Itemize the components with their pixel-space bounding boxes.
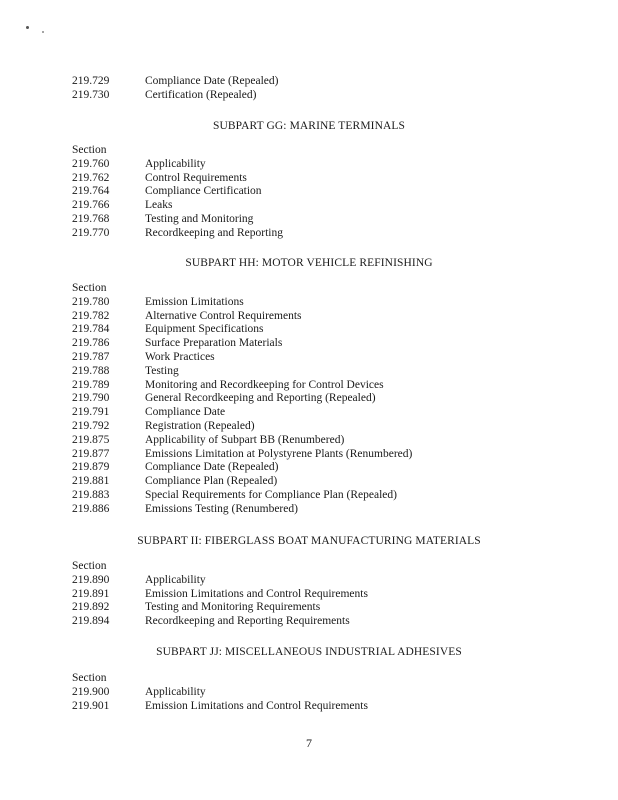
section-entry [72,686,572,700]
section-title: General Recordkeeping and Reporting (Repealed) [145,392,376,405]
section-entry [72,75,572,89]
section-number: 219.892 [72,601,110,614]
section-entry [72,379,572,393]
section-entry [72,475,572,489]
section-entry [72,310,572,324]
subpart-gg-heading: SUBPART GG: MARINE TERMINALS [213,120,405,132]
section-number: 219.877 [72,447,110,460]
page-number: 7 [306,736,312,750]
section-entry [72,434,572,448]
top-entries [72,75,572,103]
section-number: 219.883 [72,488,110,501]
section-title: Special Requirements for Compliance Plan (Repealed) [145,488,397,501]
section-entry [72,601,572,615]
section-entry [72,700,572,714]
section-title: Applicability [145,685,206,698]
section-entry [72,323,572,337]
scan-speck [26,26,29,29]
section-entry [72,199,572,213]
section-number: 219.891 [72,587,110,600]
subpart-jj-heading: SUBPART JJ: MISCELLANEOUS INDUSTRIAL ADHESIVES [156,646,462,658]
section-title: Testing and Monitoring Requirements [145,601,321,614]
section-number: 219.768 [72,212,110,225]
section-entry [72,296,572,310]
section-entry [72,158,572,172]
section-entry [72,337,572,351]
section-number: 219.770 [72,226,110,239]
section-entry [72,392,572,406]
section-number: 219.791 [72,406,110,419]
section-entry [72,406,572,420]
section-label: Section [72,144,107,156]
section-number: 219.788 [72,364,110,377]
section-title: Emission Limitations and Control Requirements [145,587,368,600]
section-number: 219.730 [72,88,110,101]
section-number: 219.784 [72,323,110,336]
section-number: 219.760 [72,157,110,170]
section-label: Section [72,560,107,572]
section-title: Compliance Date [145,406,226,419]
section-number: 219.881 [72,475,110,488]
section-number: 219.792 [72,419,110,432]
section-number: 219.764 [72,185,110,198]
section-entry [72,227,572,241]
section-label: Section [72,282,107,294]
section-number: 219.894 [72,615,110,628]
section-entry [72,588,572,602]
section-number: 219.729 [72,75,110,87]
section-title: Monitoring and Recordkeeping for Control Devices [145,378,384,391]
section-entry [72,448,572,462]
section-number: 219.782 [72,309,110,322]
section-title: Testing and Monitoring [145,212,254,225]
section-number: 219.886 [72,502,110,515]
section-entry [72,574,572,588]
subpart-hh-list [72,282,572,517]
section-title: Leaks [145,199,173,212]
section-number: 219.789 [72,378,110,391]
section-title: Emission Limitations [145,295,244,308]
section-title: Emissions Testing (Renumbered) [145,502,298,515]
section-title: Compliance Certification [145,185,262,198]
section-title: Recordkeeping and Reporting Requirements [145,615,350,628]
section-title: Emissions Limitation at Polystyrene Plants (Renumbered) [145,447,413,460]
section-entry [72,615,572,629]
section-number: 219.875 [72,433,110,446]
section-entry [72,89,572,103]
section-number: 219.879 [72,461,110,474]
section-number: 219.901 [72,699,110,712]
section-title: Surface Preparation Materials [145,337,283,350]
section-title: Applicability [145,573,206,586]
section-number: 219.890 [72,573,110,586]
section-title: Compliance Date (Repealed) [145,75,279,87]
section-title: Control Requirements [145,171,247,184]
section-entry [72,185,572,199]
section-entry [72,351,572,365]
section-label: Section [72,672,107,684]
section-entry [72,365,572,379]
section-number: 219.900 [72,685,110,698]
section-entry [72,172,572,186]
section-title: Alternative Control Requirements [145,309,302,322]
section-title: Certification (Repealed) [145,88,257,101]
subpart-gg-list [72,144,572,241]
section-title: Compliance Plan (Repealed) [145,475,278,488]
section-entry [72,213,572,227]
section-number: 219.780 [72,295,110,308]
section-title: Compliance Date (Repealed) [145,461,279,474]
section-title: Applicability [145,157,206,170]
section-number: 219.787 [72,350,110,363]
subpart-ii-heading: SUBPART II: FIBERGLASS BOAT MANUFACTURING MATERIALS [137,535,481,547]
section-number: 219.790 [72,392,110,405]
section-entry [72,489,572,503]
section-entry [72,503,572,517]
section-title: Registration (Repealed) [145,419,255,432]
section-number: 219.766 [72,199,110,212]
section-title: Equipment Specifications [145,323,264,336]
section-title: Work Practices [145,350,215,363]
section-entry [72,461,572,475]
section-entry [72,420,572,434]
section-number: 219.762 [72,171,110,184]
section-title: Recordkeeping and Reporting [145,226,283,239]
subpart-jj-list [72,672,572,713]
subpart-ii-list [72,560,572,629]
subpart-hh-heading: SUBPART HH: MOTOR VEHICLE REFINISHING [185,257,433,269]
section-title: Applicability of Subpart BB (Renumbered) [145,433,345,446]
section-title: Emission Limitations and Control Requirements [145,699,368,712]
scan-speck [42,31,44,33]
section-title: Testing [145,364,179,377]
section-number: 219.786 [72,337,110,350]
